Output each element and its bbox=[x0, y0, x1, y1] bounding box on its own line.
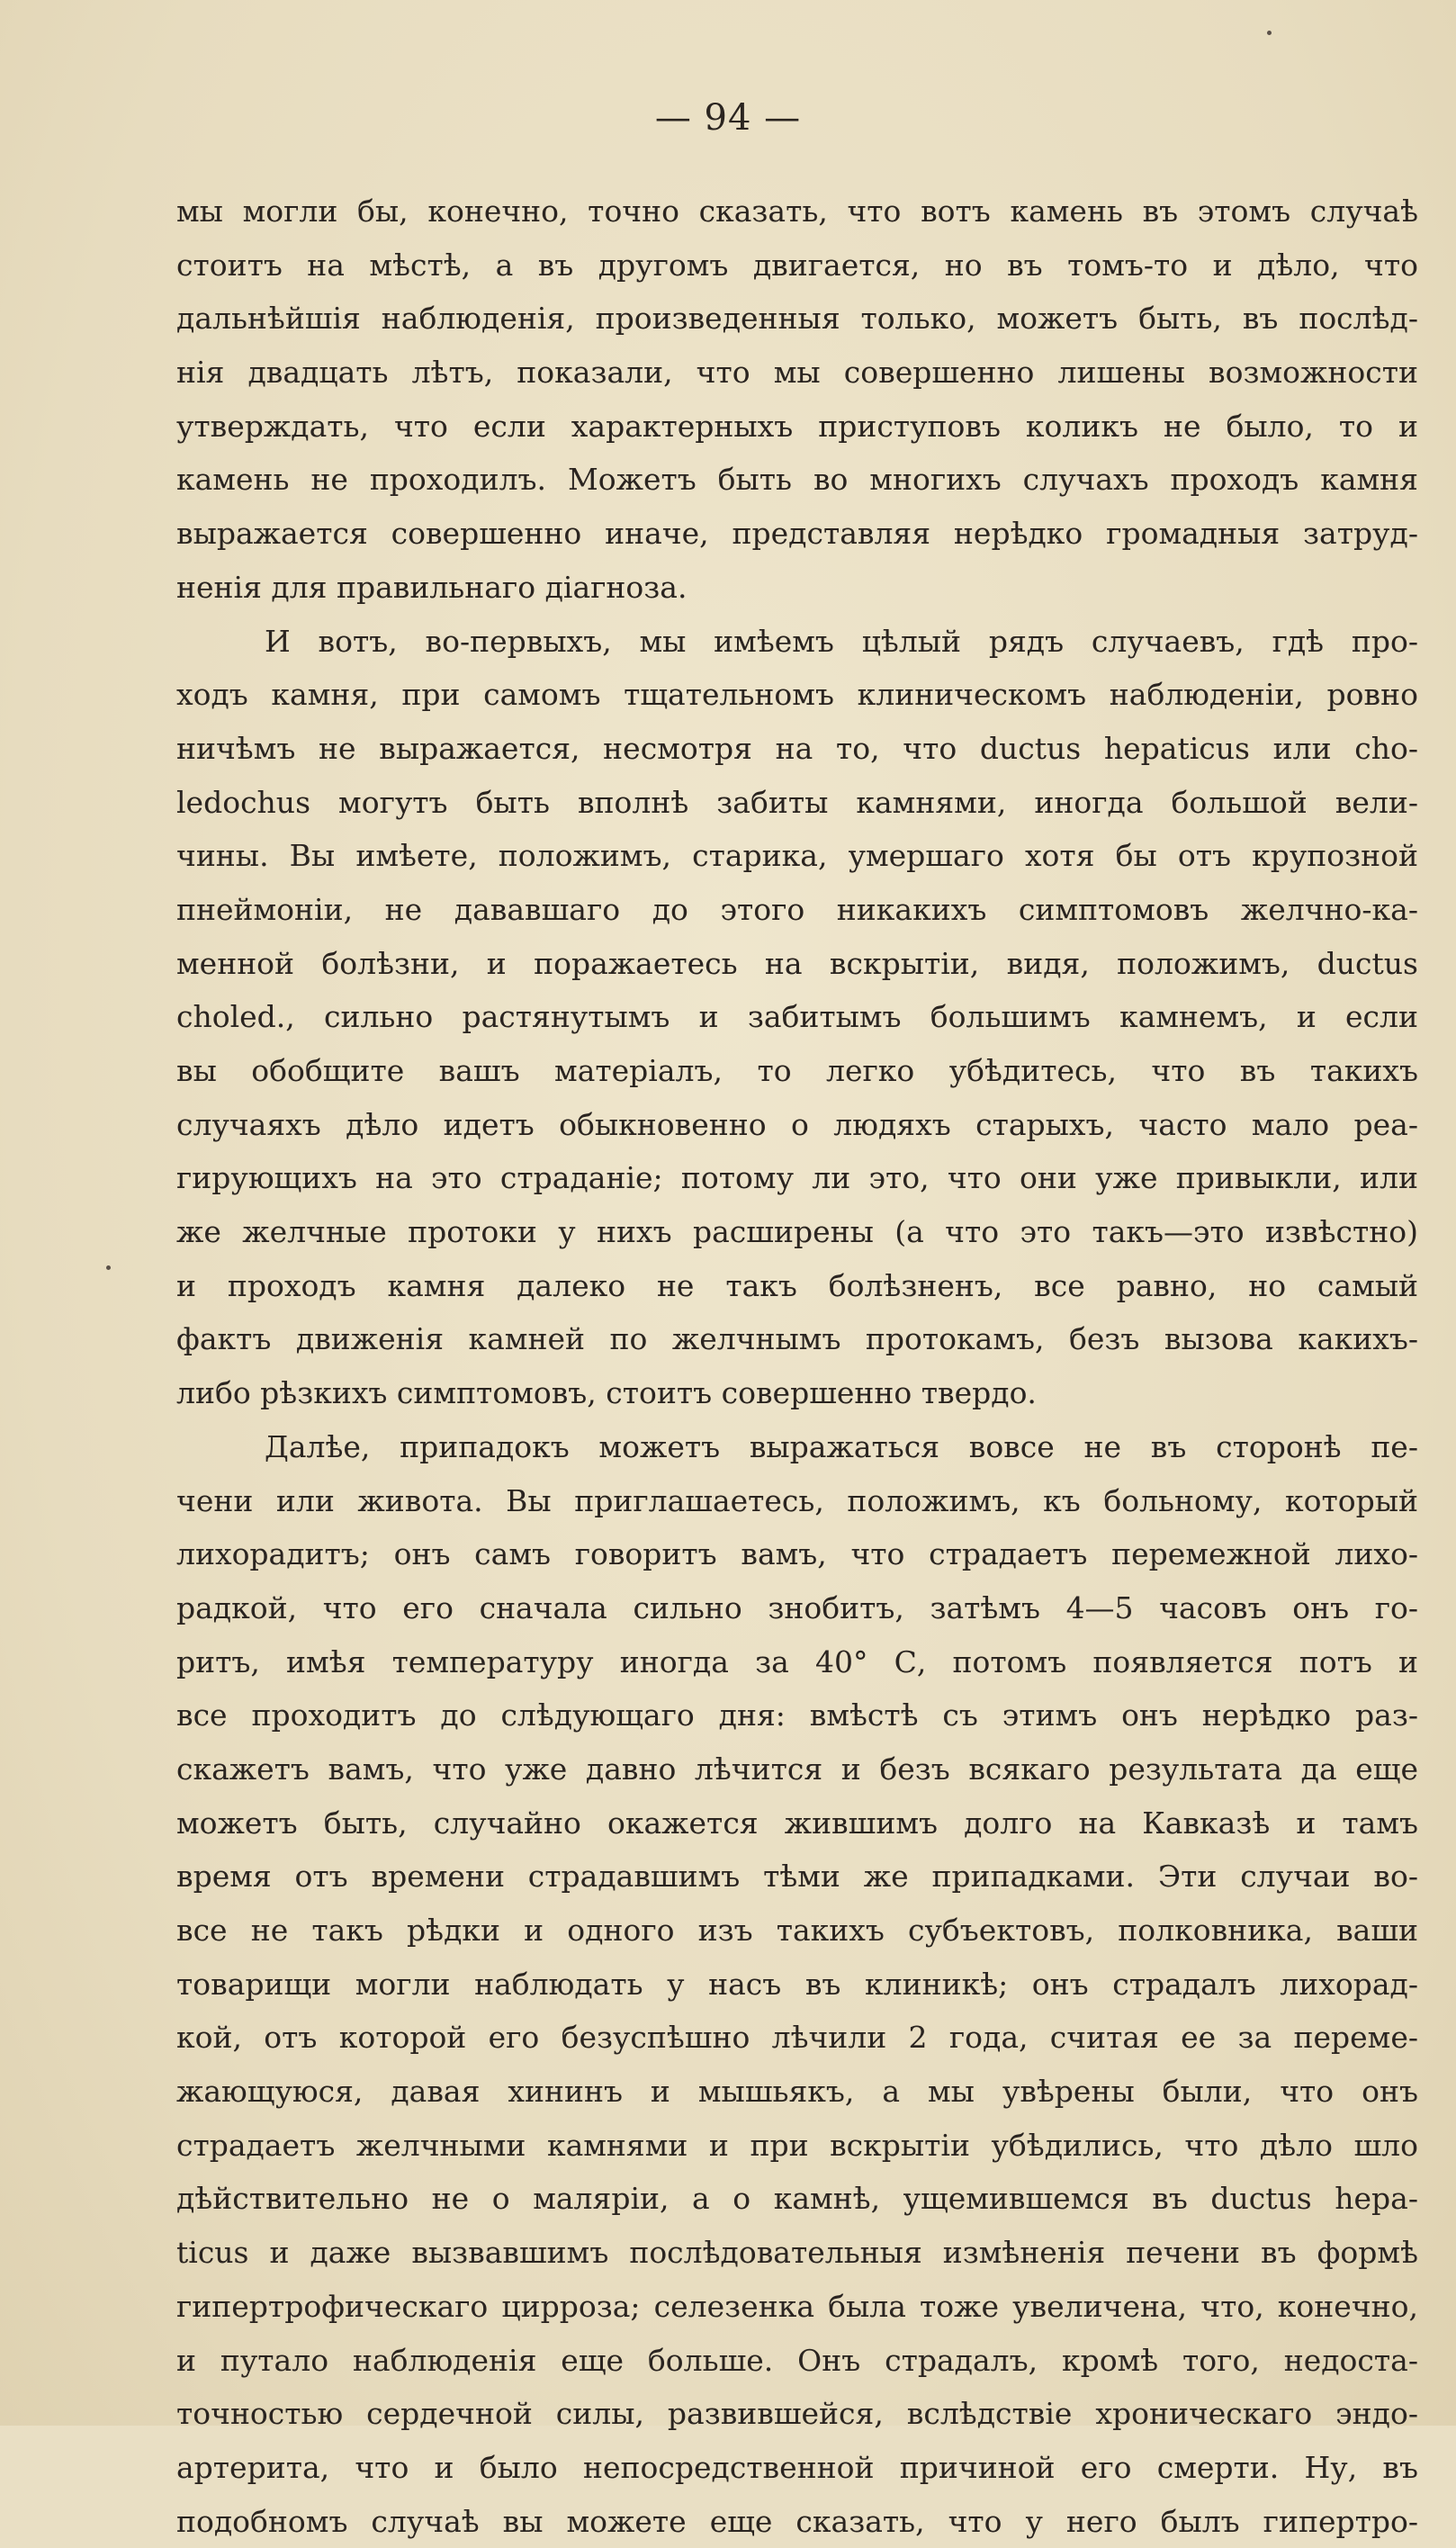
text-line: дѣйствительно не о маляріи, а о камнѣ, ущемившемся въ ductus hepa- bbox=[176, 2181, 1418, 2217]
text-line: утверждать, что если характерныхъ приступовъ коликъ не было, то и bbox=[176, 408, 1418, 444]
text-line: стоитъ на мѣстѣ, а въ другомъ двигается, но въ томъ-то и дѣло, что bbox=[176, 247, 1418, 283]
text-line: подобномъ случаѣ вы можете еще сказать, что у него былъ гипертро- bbox=[176, 2503, 1418, 2539]
text-line: же желчные протоки у нихъ расширены (а что это такъ—это извѣстно) bbox=[176, 1214, 1418, 1250]
text-line: кой, отъ которой его безуспѣшно лѣчили 2 года, считая ее за переме- bbox=[176, 2020, 1418, 2056]
text-line: товарищи могли наблюдать у насъ въ клиникѣ; онъ страдалъ лихорад- bbox=[176, 1966, 1418, 2002]
text-line: лихорадитъ; онъ самъ говоритъ вамъ, что страдаетъ перемежной лихо- bbox=[176, 1536, 1418, 1572]
text-line: choled., сильно растянутымъ и забитымъ большимъ камнемъ, и если bbox=[176, 999, 1418, 1035]
text-line: Далѣе, припадокъ можетъ выражаться вовсе не въ сторонѣ пе- bbox=[265, 1428, 1418, 1464]
text-line: фактъ движенія камней по желчнымъ протокамъ, безъ вызова какихъ- bbox=[176, 1321, 1418, 1357]
text-line: чины. Вы имѣете, положимъ, старика, умершаго хотя бы отъ крупозной bbox=[176, 838, 1418, 874]
text-line: И вотъ, во-первыхъ, мы имѣемъ цѣлый рядъ случаевъ, гдѣ про- bbox=[265, 623, 1418, 659]
text-line: чени или живота. Вы приглашаетесь, положимъ, къ больному, который bbox=[176, 1482, 1418, 1518]
ink-speck bbox=[106, 1265, 111, 1270]
text-line: артерита, что и было непосредственной причиной его смерти. Ну, въ bbox=[176, 2449, 1418, 2485]
text-line: ненія для правильнаго діагноза. bbox=[176, 569, 688, 605]
ink-speck bbox=[1267, 31, 1272, 35]
page-number: — 94 — bbox=[654, 97, 802, 139]
text-line: выражается совершенно иначе, представляя нерѣдко громадныя затруд- bbox=[176, 516, 1418, 552]
text-line: менной болѣзни, и поражаетесь на вскрытіи, видя, положимъ, ductus bbox=[176, 945, 1418, 981]
text-line: мы могли бы, конечно, точно сказать, что вотъ камень въ этомъ случаѣ bbox=[176, 194, 1418, 229]
text-line: дальнѣйшія наблюденія, произведенныя только, можетъ быть, въ послѣд- bbox=[176, 301, 1418, 337]
text-line: скажетъ вамъ, что уже давно лѣчится и безъ всякаго результата да еще bbox=[176, 1751, 1418, 1787]
text-line: все проходитъ до слѣдующаго дня: вмѣстѣ съ этимъ онъ нерѣдко раз- bbox=[176, 1697, 1418, 1733]
text-line: гирующихъ на это страданіе; потому ли это, что они уже привыкли, или bbox=[176, 1160, 1418, 1196]
text-line: ticus и даже вызвавшимъ послѣдовательныя измѣненія печени въ формѣ bbox=[176, 2235, 1418, 2271]
text-line: нія двадцать лѣтъ, показали, что мы совершенно лишены возможности bbox=[176, 355, 1418, 391]
text-line: случаяхъ дѣло идетъ обыкновенно о людяхъ старыхъ, часто мало реа- bbox=[176, 1106, 1418, 1142]
text-line: гипертрофическаго цирроза; селезенка была тоже увеличена, что, конечно, bbox=[176, 2288, 1418, 2324]
text-line: пнеймоніи, не дававшаго до этого никакихъ симптомовъ желчно-ка- bbox=[176, 891, 1418, 927]
text-line: и проходъ камня далеко не такъ болѣзненъ, все равно, но самый bbox=[176, 1267, 1418, 1303]
text-line: камень не проходилъ. Можетъ быть во многихъ случахъ проходъ камня bbox=[176, 462, 1418, 498]
text-line: либо рѣзкихъ симптомовъ, стоитъ совершенно твердо. bbox=[176, 1375, 1037, 1411]
text-line: и путало наблюденія еще больше. Онъ страдалъ, кромѣ того, недоста- bbox=[176, 2342, 1418, 2378]
text-line: вы обобщите вашъ матеріалъ, то легко убѣдитесь, что въ такихъ bbox=[176, 1053, 1418, 1088]
text-line: жающуюся, давая хининъ и мышьякъ, а мы увѣрены были, что онъ bbox=[176, 2074, 1418, 2110]
text-line: ходъ камня, при самомъ тщательномъ клиническомъ наблюденіи, ровно bbox=[176, 677, 1418, 713]
text-line: точностью сердечной силы, развившейся, вслѣдствіе хроническаго эндо- bbox=[176, 2396, 1418, 2432]
body-text bbox=[176, 185, 1418, 2548]
text-line: можетъ быть, случайно окажется жившимъ долго на Кавказѣ и тамъ bbox=[176, 1805, 1418, 1841]
text-line: ledochus могутъ быть вполнѣ забиты камнями, иногда большой вели- bbox=[176, 784, 1418, 820]
text-line: ритъ, имѣя температуру иногда за 40° С, потомъ появляется потъ и bbox=[176, 1643, 1418, 1679]
text-line: все не такъ рѣдки и одного изъ такихъ субъектовъ, полковника, ваши bbox=[176, 1913, 1418, 1948]
text-line: радкой, что его сначала сильно знобитъ, затѣмъ 4—5 часовъ онъ го- bbox=[176, 1589, 1418, 1625]
text-line: страдаетъ желчными камнями и при вскрытіи убѣдились, что дѣло шло bbox=[176, 2127, 1418, 2163]
text-line: ничѣмъ не выражается, несмотря на то, что ductus hepaticus или cho- bbox=[176, 730, 1418, 766]
text-line: время отъ времени страдавшимъ тѣми же припадками. Эти случаи во- bbox=[176, 1859, 1418, 1895]
